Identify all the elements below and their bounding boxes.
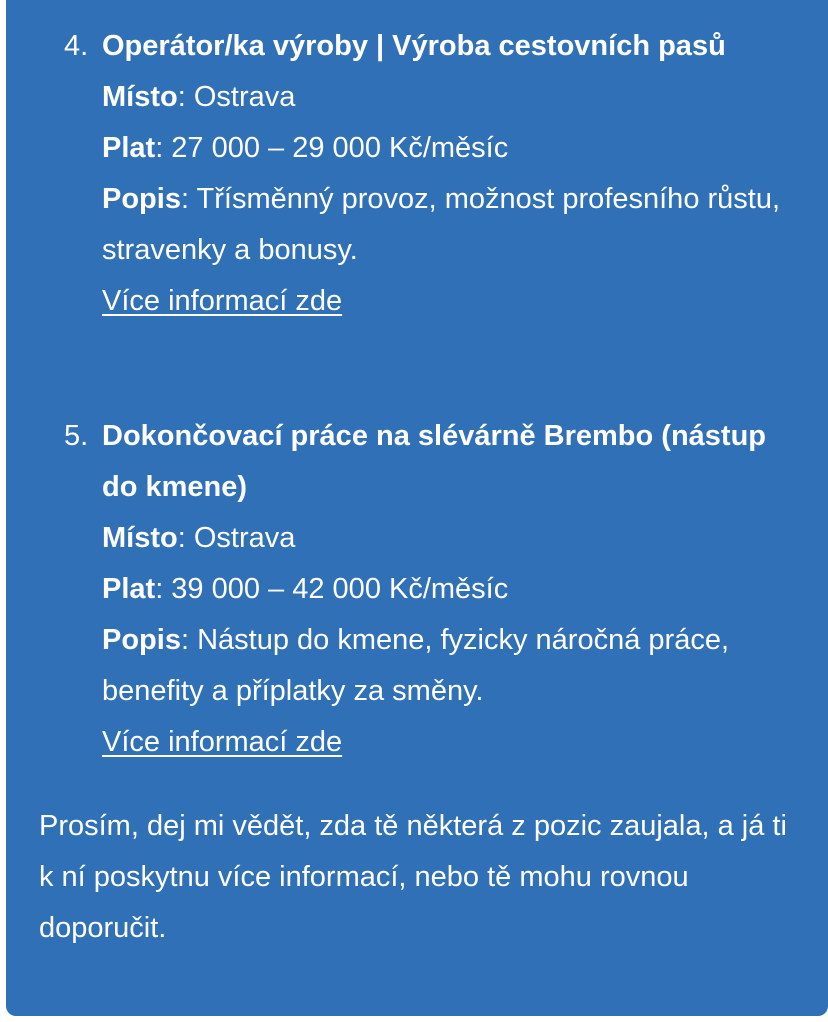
job-listing-item (64, 21, 802, 327)
place-label: Místo (102, 81, 178, 113)
pay-label: Plat (102, 132, 156, 164)
more-info-link[interactable]: Více informací zde (102, 285, 343, 317)
job-description (102, 615, 802, 717)
job-pay (102, 123, 802, 174)
job-link-row (102, 717, 802, 768)
more-info-link[interactable]: Více informací zde (102, 726, 343, 758)
job-place (102, 513, 802, 564)
description-value: : Třísměnný provoz, možnost profesního růstu, stravenky a bonusy. (102, 183, 781, 266)
job-pay (102, 564, 802, 615)
place-label: Místo (102, 522, 178, 554)
list-number: 5. (64, 420, 89, 452)
place-value: : Ostrava (177, 81, 296, 113)
description-label: Popis (102, 183, 181, 215)
list-number: 4. (64, 30, 89, 62)
pay-value: : 27 000 – 29 000 Kč/měsíc (155, 132, 509, 164)
job-link-row (102, 276, 802, 327)
description-label: Popis (102, 624, 181, 656)
pay-label: Plat (102, 573, 156, 605)
description-value: : Nástup do kmene, fyzicky náročná práce, benefity a příplatky za směny. (102, 624, 730, 707)
job-listing-item (64, 411, 802, 768)
job-title: Dokončovací práce na slévárně Brembo (nástup do kmene) (102, 420, 766, 503)
place-value: : Ostrava (177, 522, 296, 554)
job-title: Operátor/ka výroby | Výroba cestovních pasů (102, 30, 726, 62)
job-place (102, 72, 802, 123)
pay-value: : 39 000 – 42 000 Kč/měsíc (155, 573, 509, 605)
closing-message: Prosím, dej mi vědět, zda tě některá z pozic zaujala, a já ti k ní poskytnu více informací, nebo tě mohu rovnou doporučit. (39, 810, 787, 944)
chat-message-bubble (6, 0, 828, 1016)
job-description (102, 174, 802, 276)
